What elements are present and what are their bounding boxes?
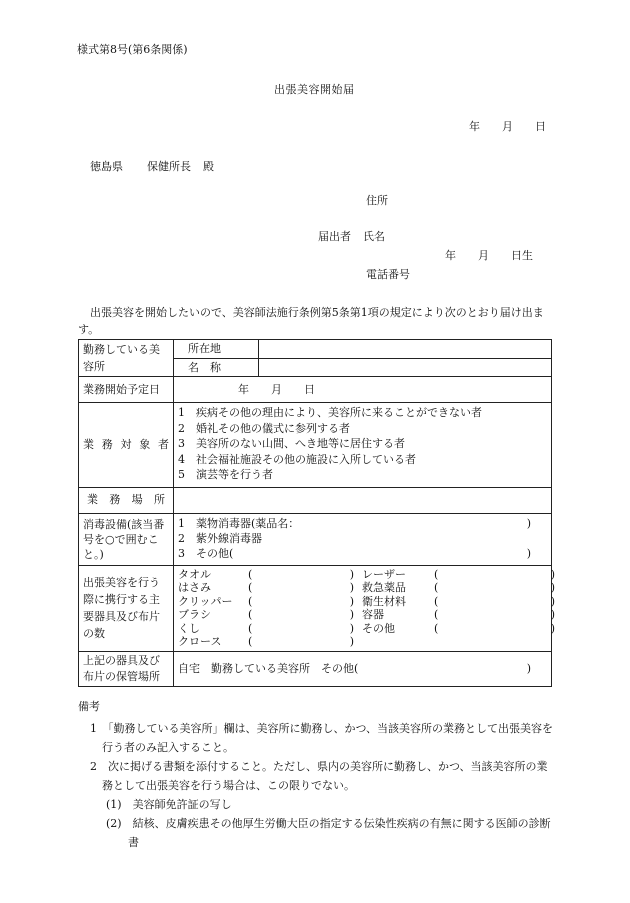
paren-open: (	[434, 594, 439, 608]
notifier-label: 届出者	[318, 230, 351, 243]
phone-label: 電話番号	[366, 268, 410, 281]
equipment-item: ブラシ	[178, 608, 211, 621]
paren-close: )	[550, 608, 555, 621]
target-item[interactable]: 3 美容所のない山間、へき地等に居住する者	[178, 437, 405, 450]
paren-close: )	[526, 661, 531, 675]
disinfect-item[interactable]: 1 薬物消毒器(薬品名：	[178, 516, 300, 530]
paren-close: )	[526, 516, 531, 530]
paren-open: (	[434, 581, 439, 594]
day-label: 日	[535, 120, 546, 133]
target-item[interactable]: 5 演芸等を行う者	[178, 468, 273, 481]
storage-options: 自宅 勤務している美容所 その他(	[178, 661, 359, 675]
equipment-item: その他	[362, 621, 395, 635]
paren-close: )	[349, 581, 354, 594]
storage-label: 上記の器具及び布片の保管場所	[79, 651, 174, 686]
equipment-label: 出張美容を行う際に携行する主要器具及び布片の数	[79, 565, 174, 651]
target-item[interactable]: 2 婚礼その他の儀式に参列する者	[178, 421, 350, 435]
paren-close: )	[349, 635, 354, 648]
birth-day-label: 日生	[511, 249, 533, 262]
equipment-list	[174, 565, 555, 651]
start-day-label: 日	[304, 382, 315, 396]
honorific: 殿	[203, 160, 214, 173]
workplace-label: 勤務している美容所	[79, 340, 174, 377]
disinfect-list	[174, 513, 552, 565]
office: 保健所長	[147, 160, 191, 173]
start-date-label: 業務開始予定日	[79, 377, 174, 403]
equipment-item: 衛生材料	[362, 594, 406, 608]
equipment-item: クリッパー	[178, 594, 233, 608]
equipment-item: 容器	[362, 608, 384, 621]
equipment-item: くし	[178, 621, 200, 635]
application-table	[78, 339, 555, 687]
paren-open: (	[248, 581, 253, 594]
paren-open: (	[434, 608, 439, 621]
form-number: 様式第8号(第6条関係)	[77, 43, 188, 56]
paren-open: (	[248, 621, 253, 635]
paren-close: )	[349, 608, 354, 621]
place-label: 業 務 場 所	[79, 487, 174, 513]
intro-text: 出張美容を開始したいので、美容師法施行条例第5条第1項の規定により次のとおり届け出ます。	[78, 306, 544, 336]
location-field[interactable]	[259, 340, 552, 359]
note-subitem: (1) 美容師免許証の写し	[106, 798, 232, 812]
disinfect-item[interactable]: 3 その他(	[178, 546, 234, 560]
paren-close: )	[550, 567, 555, 581]
paren-close: )	[550, 621, 555, 635]
submission-date	[469, 120, 568, 133]
addressee	[90, 160, 214, 173]
paren-close: )	[526, 546, 531, 560]
paren-open: (	[434, 621, 439, 635]
target-item[interactable]: 4 社会福祉施設その他の施設に入所している者	[178, 452, 416, 466]
notes-heading: 備考	[78, 700, 100, 713]
notifier-name	[318, 230, 385, 243]
target-item[interactable]: 1 疾病その他の理由により、美容所に来ることができない者	[178, 406, 482, 419]
paren-open: (	[248, 567, 253, 581]
document-title: 出張美容開始届	[274, 83, 355, 96]
shop-name-field[interactable]	[259, 358, 552, 377]
notes-section	[78, 700, 556, 852]
paren-open: (	[248, 635, 253, 648]
equipment-item: レーザー	[362, 567, 406, 581]
start-year-label: 年	[238, 382, 249, 396]
equipment-item: タオル	[178, 567, 211, 581]
place-field[interactable]	[174, 487, 552, 513]
disinfect-item[interactable]: 2 紫外線消毒器	[178, 531, 262, 545]
start-month-label: 月	[271, 382, 282, 396]
storage-field[interactable]	[174, 651, 552, 686]
start-date-field[interactable]	[174, 377, 552, 403]
paren-close: )	[550, 594, 555, 608]
paren-open: (	[248, 594, 253, 608]
equipment-item: 救急薬品	[362, 581, 406, 594]
note-subitem: (2) 結核、皮膚疾患その他厚生労働大臣の指定する伝染性疾病の有無に関する医師の診断書	[106, 817, 551, 850]
birth-date	[445, 249, 533, 262]
month-label: 月	[502, 120, 513, 133]
equipment-item: クロース	[178, 635, 222, 648]
paren-close: )	[349, 621, 354, 635]
paren-close: )	[349, 594, 354, 608]
location-label: 所在地	[174, 340, 259, 359]
note-item: 2 次に掲げる書類を添付すること。ただし、県内の美容所に勤務し、かつ、当該美容所の業務として出張美容を行う場合は、この限りでない。	[90, 760, 548, 793]
target-list	[174, 403, 552, 488]
paren-open: (	[434, 567, 439, 581]
note-item: 1 「勤務している美容所」欄は、美容所に勤務し、かつ、当該美容所の業務として出張美容を行う者のみ記入すること。	[90, 722, 554, 755]
shop-name-label: 名 称	[174, 358, 259, 377]
equipment-item: はさみ	[178, 581, 211, 594]
birth-year-label: 年	[445, 249, 456, 262]
address-label: 住所	[366, 194, 388, 207]
birth-month-label: 月	[478, 249, 489, 262]
target-label: 業 務 対 象 者	[79, 403, 174, 488]
disinfect-label: 消毒設備(該当番号を○で囲むこと。)	[79, 513, 174, 565]
paren-close: )	[349, 567, 354, 581]
paren-open: (	[248, 608, 253, 621]
paren-close: )	[550, 581, 555, 594]
prefecture: 徳島県	[90, 160, 123, 173]
name-label: 氏名	[363, 230, 385, 243]
year-label: 年	[469, 120, 480, 133]
